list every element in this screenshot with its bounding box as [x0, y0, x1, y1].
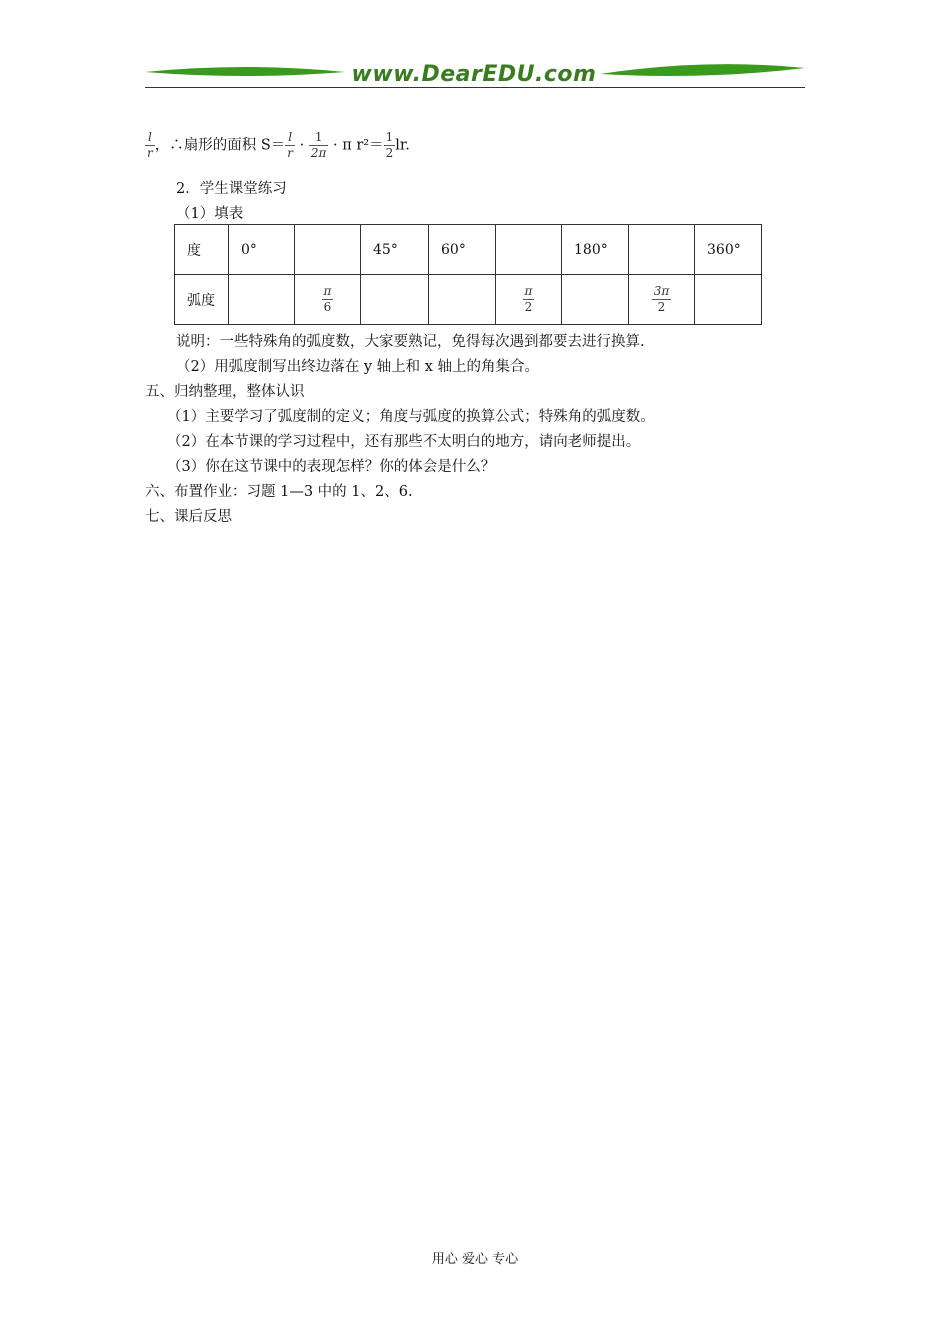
fraction-pi-over-6: $\frac{\pi}{6}$ — [323, 284, 332, 314]
table-cell — [229, 275, 295, 325]
table-cell — [295, 275, 361, 325]
fraction-1-over-2pi: $\frac{1}{2\pi}$ — [310, 130, 327, 160]
table-cell: 360° — [695, 225, 762, 275]
table-cell — [629, 225, 695, 275]
formula-text: ，∴扇形的面积 S＝ — [154, 137, 286, 154]
axis-question: （2）用弧度制写出终边落在 y 轴上和 x 轴上的角集合。 — [176, 359, 540, 375]
table-cell — [496, 275, 562, 325]
table-row-degrees — [175, 225, 762, 275]
formula-text-3: lr. — [395, 137, 410, 154]
table-row-radians — [175, 275, 762, 325]
multiply-dot: · — [299, 137, 305, 154]
page-header — [145, 60, 805, 92]
table-cell — [695, 275, 762, 325]
table-cell: 180° — [562, 225, 629, 275]
degree-radian-table — [174, 224, 762, 325]
table-cell: 45° — [361, 225, 429, 275]
formula-text-2: · π r²＝ — [333, 137, 384, 154]
fill-table-heading: （1）填表 — [176, 206, 244, 222]
section-6-heading: 六、布置作业：习题 1—3 中的 1、2、6. — [145, 484, 413, 500]
fraction-l-over-r-2: $\frac{l}{r}$ — [287, 130, 294, 160]
section-practice-heading: 2．学生课堂练习 — [176, 181, 287, 197]
table-cell: 弧度 — [175, 275, 229, 325]
table-cell: 60° — [429, 225, 496, 275]
table-cell — [361, 275, 429, 325]
page-footer: 用心 爱心 专心 — [431, 1252, 519, 1267]
table-cell — [562, 275, 629, 325]
table-cell — [629, 275, 695, 325]
table-cell — [429, 275, 496, 325]
fraction-3pi-over-2: $\frac{3\pi}{2}$ — [653, 284, 670, 314]
fraction-l-over-r: $\frac{l}{r}$ — [147, 130, 153, 160]
section-7-heading: 七、课后反思 — [145, 509, 232, 525]
table-cell: 0° — [229, 225, 295, 275]
fraction-pi-over-2: $\frac{\pi}{2}$ — [524, 284, 533, 314]
site-logo-text: www.DearEDU.com — [351, 62, 597, 87]
header-divider — [145, 87, 805, 88]
section-5-heading: 五、归纳整理，整体认识 — [145, 384, 305, 400]
fraction-1-over-2: $\frac{1}{2}$ — [385, 130, 394, 160]
note-text: 说明：一些特殊角的弧度数，大家要熟记，免得每次遇到都要去进行换算. — [176, 334, 645, 350]
list-item: （3）你在这节课中的表现怎样？你的体会是什么？ — [167, 459, 496, 475]
list-item: （2）在本节课的学习过程中，还有那些不太明白的地方，请向老师提出。 — [167, 434, 641, 450]
table-cell — [295, 225, 361, 275]
list-item: （1）主要学习了弧度制的定义；角度与弧度的换算公式；特殊角的弧度数。 — [167, 409, 655, 425]
table-cell: 度 — [175, 225, 229, 275]
sector-area-formula — [145, 130, 410, 161]
table-cell — [496, 225, 562, 275]
